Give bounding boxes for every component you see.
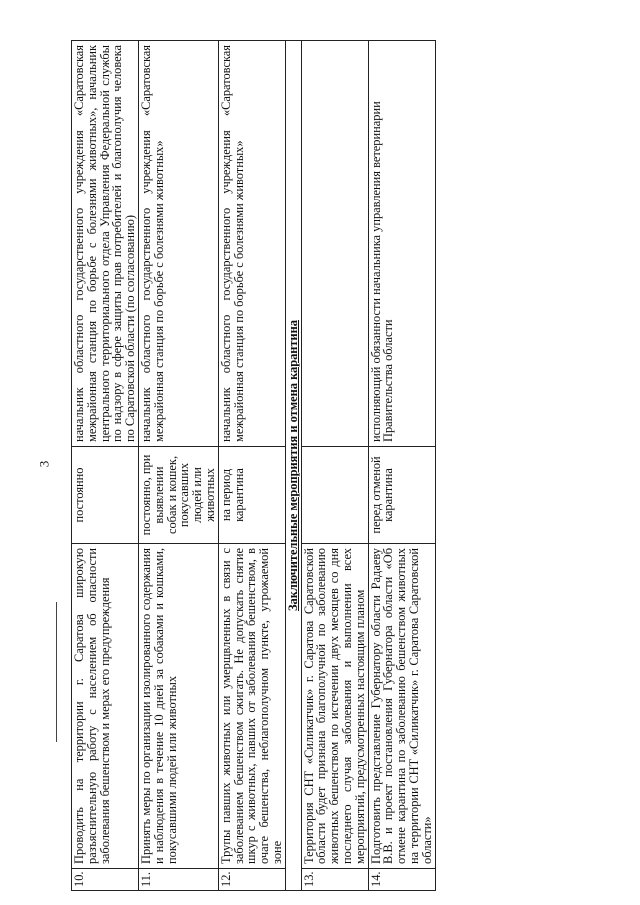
period-cell: постоянно bbox=[72, 447, 139, 544]
row-number: 14. bbox=[368, 869, 435, 891]
responsible-cell: начальник областного государственного учреждения «Саратовская межрайонная станция по борьбе с болезнями животных» bbox=[218, 41, 285, 447]
table-row bbox=[368, 41, 435, 891]
period-cell: постоянно, при выявлении собак и кошек, покусавших людей или животных bbox=[138, 447, 218, 544]
period-cell bbox=[301, 447, 368, 544]
page-number: 3 bbox=[36, 460, 52, 468]
row-number: 11. bbox=[138, 869, 218, 891]
table-row bbox=[301, 41, 368, 891]
divider-line bbox=[56, 602, 57, 742]
measure-cell: Территория СНТ «Силикатчик» г. Саратова Саратовской области будет признана благополучной по заболеванию животных бешенством по истечении двух месяцев со дня последнего случая заболевания и выполнении всех мероприятий, предусмотренных настоящим планом bbox=[301, 544, 368, 869]
responsible-cell: исполняющий обязанности начальника управления ветеринарии Правительства области bbox=[368, 41, 435, 447]
row-number: 13. bbox=[301, 869, 368, 891]
responsible-cell bbox=[301, 41, 368, 447]
document-table-container bbox=[71, 41, 436, 891]
measures-table bbox=[71, 40, 436, 891]
measure-cell: Проводить на территории г. Саратова широкую разъяснительную работу с населением об опасности заболевания бешенством и мерах его предупреждения bbox=[72, 544, 139, 869]
section-title: Заключительные мероприятия и отмена карантина bbox=[285, 41, 301, 891]
responsible-cell: начальник областного государственного учреждения «Саратовская межрайонная станция по борьбе с болезнями животных», начальник центрального территориального отдела Управления Федеральной службы по надзору в сфере защиты прав потребителей и благополучия человека по Саратовской области (по согласованию) bbox=[72, 41, 139, 447]
table-row bbox=[138, 41, 218, 891]
section-heading-row bbox=[285, 41, 301, 891]
table-row bbox=[72, 41, 139, 891]
period-cell: перед отменой карантина bbox=[368, 447, 435, 544]
row-number: 12. bbox=[218, 869, 285, 891]
measure-cell: Принять меры по организации изолированного содержания и наблюдения в течение 10 дней за собаками и кошками, покусавшими людей или животных bbox=[138, 544, 218, 869]
table-row bbox=[218, 41, 285, 891]
measure-cell: Подготовить представление Губернатору области Радаеву В.В. и проект постановления Губернатора области «Об отмене карантина по заболеванию бешенством животных на территории СНТ «Силикатчик» г. Саратова Саратовской области» bbox=[368, 544, 435, 869]
responsible-cell: начальник областного государственного учреждения «Саратовская межрайонная станция по борьбе с болезнями животных» bbox=[138, 41, 218, 447]
row-number: 10. bbox=[72, 869, 139, 891]
period-cell: на период карантина bbox=[218, 447, 285, 544]
measure-cell: Трупы павших животных или умерщвленных в связи с заболеванием бешенством сжигать. Не допускать снятие шкур с животных, павших от заболевания бешенством, в очаге бешенства, неблагополучном пункте, угрожаемой зоне bbox=[218, 544, 285, 869]
